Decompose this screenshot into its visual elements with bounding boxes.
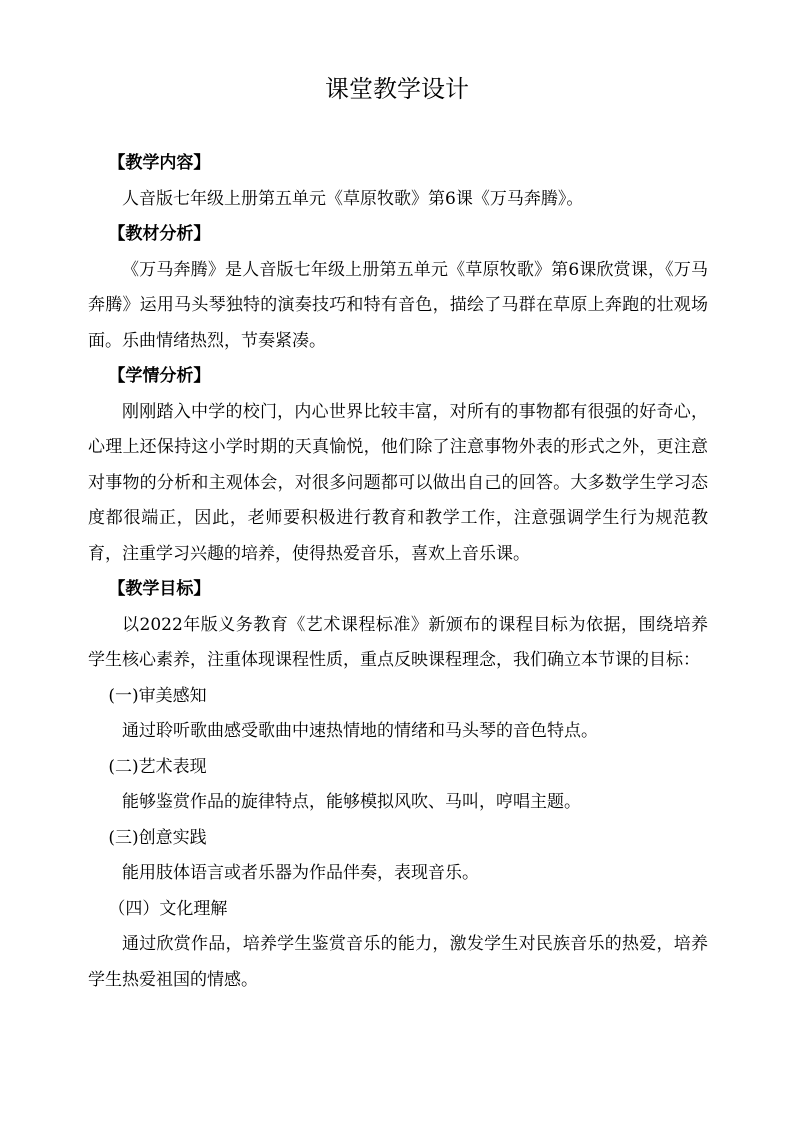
- goal-text-expression: 能够鉴赏作品的旋律特点，能够模拟风吹、马叫，哼唱主题。: [122, 792, 581, 812]
- document-title: 课堂教学设计: [325, 75, 469, 103]
- section-heading-material: 【教材分析】: [108, 224, 211, 244]
- section-paragraph-material: 《万马奔腾》是人音版七年级上册第五单元《草原牧歌》第6课欣赏课，《万马奔腾》运用马头琴独特的演奏技巧和特有音色，描绘了马群在草原上奔跑的壮观场面。乐曲情绪热烈，节奏紧凑。: [88, 259, 708, 351]
- goal-label-aesthetic: (一)审美感知: [108, 685, 207, 706]
- section-heading-students: 【学情分析】: [108, 366, 211, 386]
- section-heading-content: 【教学内容】: [108, 153, 211, 173]
- goal-label-expression: (二)艺术表现: [108, 756, 207, 777]
- goal-text-aesthetic: 通过聆听歌曲感受歌曲中速热情地的情绪和马头琴的音色特点。: [122, 721, 598, 741]
- goal-text-creative: 能用肢体语言或者乐器为作品伴奏，表现音乐。: [122, 863, 479, 883]
- section-paragraph-students: 刚刚踏入中学的校门，内心世界比较丰富，对所有的事物都有很强的好奇心，心理上还保持这小学时期的天真愉悦，他们除了注意事物外表的形式之外，更注意对事物的分析和主观体会，对很多问题都可以做出自己的回答。大多数学生学习态度都很端正，因此，老师要积极进行教育和教学工作，注意强调学生行为规范教育，注重学习兴趣的培养，使得热爱音乐，喜欢上音乐课。: [88, 401, 708, 564]
- document-body: [88, 146, 708, 998]
- section-paragraph-goals: 以2022年版义务教育《艺术课程标准》新颁布的课程目标为依据，围绕培养学生核心素养，注重体现课程性质，重点反映课程理念，我们确立本节课的目标：: [88, 614, 708, 670]
- section-paragraph-content: 人音版七年级上册第五单元《草原牧歌》第6课《万马奔腾》。: [122, 188, 584, 209]
- goal-text-culture: 通过欣赏作品，培养学生鉴赏音乐的能力，激发学生对民族音乐的热爱，培养学生热爱祖国的情感。: [88, 934, 708, 990]
- goal-label-culture: （四）文化理解: [108, 898, 228, 919]
- goal-label-creative: (三)创意实践: [108, 827, 207, 848]
- section-heading-goals: 【教学目标】: [108, 579, 211, 599]
